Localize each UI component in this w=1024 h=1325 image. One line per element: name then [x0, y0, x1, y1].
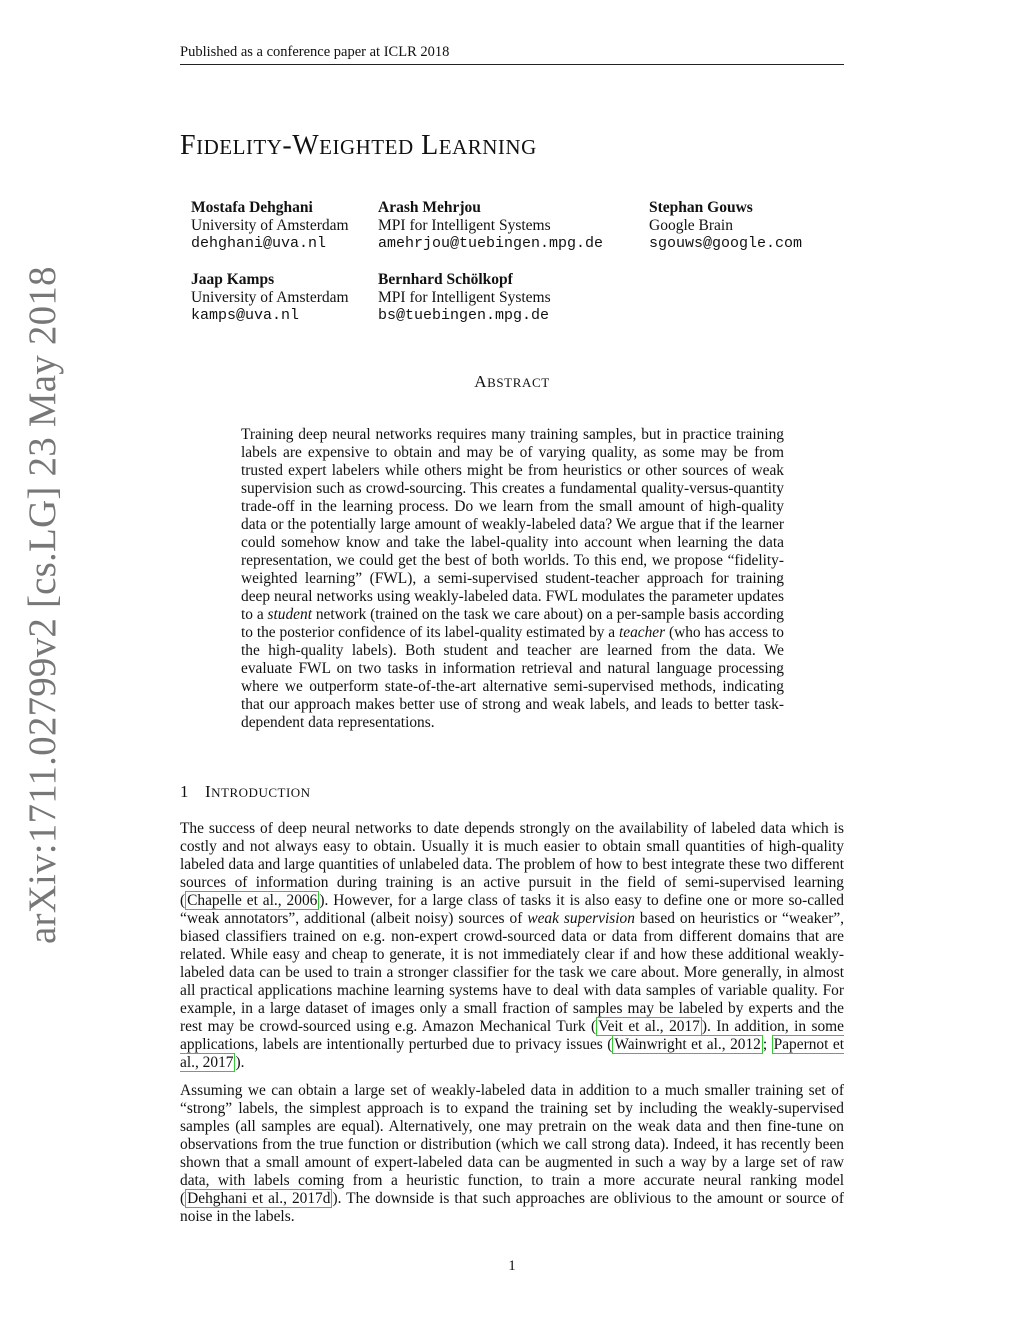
citation-link[interactable]: Wainwright et al., 2012	[614, 1036, 761, 1053]
citation-link[interactable]: Dehghani et al., 2017d	[187, 1190, 331, 1207]
author-block	[191, 271, 349, 325]
author-block	[378, 271, 551, 325]
body-paragraph: Assuming we can obtain a large set of weakly-labeled data in addition to a much smaller training set of “strong” labels, the simplest approach is to expand the training set by including the weakly-supervised samples (all samples are equal). Alternatively, one may pretrain on the weak data and then fine-tune on observations from the true function or distribution (which we call strong data). Indeed, it has recently been shown that a small amount of expert-labeled data can be augmented in such a way by a large set of raw data, with labels coming from a heuristic function, to train a more accurate neural ranking model ( Dehghani et al., 2017d ). The downside is that such approaches are oblivious to the amount or source of noise in the labels.	[180, 1082, 844, 1225]
author-block	[649, 199, 802, 253]
author-name: Mostafa Dehghani	[191, 199, 313, 216]
page-number: 1	[508, 1258, 516, 1274]
author-block	[378, 199, 603, 253]
author-email: sgouws@google.com	[649, 235, 803, 252]
author-email: kamps@uva.nl	[191, 307, 300, 324]
author-name: Jaap Kamps	[191, 271, 275, 288]
citation-link[interactable]: Chapelle et al., 2006	[187, 892, 318, 909]
citation-link[interactable]: Veit et al., 2017	[598, 1018, 700, 1035]
author-name: Bernhard Schölkopf	[378, 271, 513, 288]
abstract-heading: ABSTRACT	[474, 372, 550, 391]
author-affiliation: Google Brain	[649, 217, 733, 234]
abstract-text: Training deep neural networks requires many training samples, but in practice training labels are expensive to obtain and may be of varying quality, as some may be from trusted expert labelers while others might be from heuristics or other sources of weak supervision such as crowd-sourcing. This creates a fundamental quality-versus-quantity trade-off in the learning process. Do we learn from the small amount of high-quality data or the potentially large amount of weakly-labeled data? We argue that if the learner could somehow know and take the label-quality into account when learning the data representation, we could get the best of both worlds. To this end, we propose “fidelity-weighted learning” (FWL), a semi-supervised student-teacher approach for training deep neural networks using weakly-labeled data. FWL modulates the parameter updates to a student network (trained on the task we care about) on a per-sample basis according to the posterior confidence of its label-quality estimated by a teacher (who has access to the high-quality labels). Both student and teacher are learned from the data. We evaluate FWL on two tasks in information retrieval and natural language processing where we outperform state-of-the-art alternative semi-supervised methods, indicating that our approach makes better use of strong and weak labels, and leads to better task-dependent data representations.	[241, 426, 784, 731]
author-affiliation: University of Amsterdam	[191, 289, 349, 306]
author-email: amehrjou@tuebingen.mpg.de	[378, 235, 604, 252]
body-paragraph: The success of deep neural networks to date depends strongly on the availability of labeled data which is costly and not always easy to obtain. Usually it is much easier to obtain small quantities of high-quality labeled data and large quantities of unlabeled data. The problem of how to best integrate these two different sources of information during training is an active pursuit in the field of semi-supervised learning ( Chapelle et al., 2006 ). However, for a large class of tasks it is also easy to define one or more so-called “weak annotators”, additional (albeit noisy) sources of weak supervision based on heuristics or “weaker”, biased classifiers trained on e.g. non-expert crowd-sourced data or data from different domains that are related. While easy and cheap to generate, it is not immediately clear if and how these additional weakly-labeled data can be used to train a stronger classifier for the task we care about. More generally, in almost all practical applications machine learning systems have to deal with data samples of variable quality. For example, in a large dataset of images only a small fraction of samples may be labeled by experts and the rest may be crowd-sourced using e.g. Amazon Mechanical Turk ( Veit et al., 2017 ). In addition, in some applications, labels are intentionally perturbed due to privacy issues ( Wainwright et al., 2012 ; Papernot et al., 2017 ).	[180, 820, 844, 1071]
author-name: Arash Mehrjou	[378, 199, 481, 216]
author-affiliation: University of Amsterdam	[191, 217, 349, 234]
author-affiliation: MPI for Intelligent Systems	[378, 289, 551, 306]
author-name: Stephan Gouws	[649, 199, 753, 216]
author-email: dehghani@uva.nl	[191, 235, 327, 252]
arxiv-identifier: arXiv:1711.02799v2 [cs.LG] 23 May 2018	[21, 266, 64, 944]
author-affiliation: MPI for Intelligent Systems	[378, 217, 551, 234]
section-heading-introduction: 1 INTRODUCTION	[180, 782, 311, 801]
paper-title: FIDELITY-WEIGHTED LEARNING	[180, 130, 537, 161]
author-block	[191, 199, 349, 253]
citation-link[interactable]: Papernot et al., 2017	[180, 1036, 844, 1071]
running-header: Published as a conference paper at ICLR 2018	[180, 44, 844, 65]
author-email: bs@tuebingen.mpg.de	[378, 307, 550, 324]
